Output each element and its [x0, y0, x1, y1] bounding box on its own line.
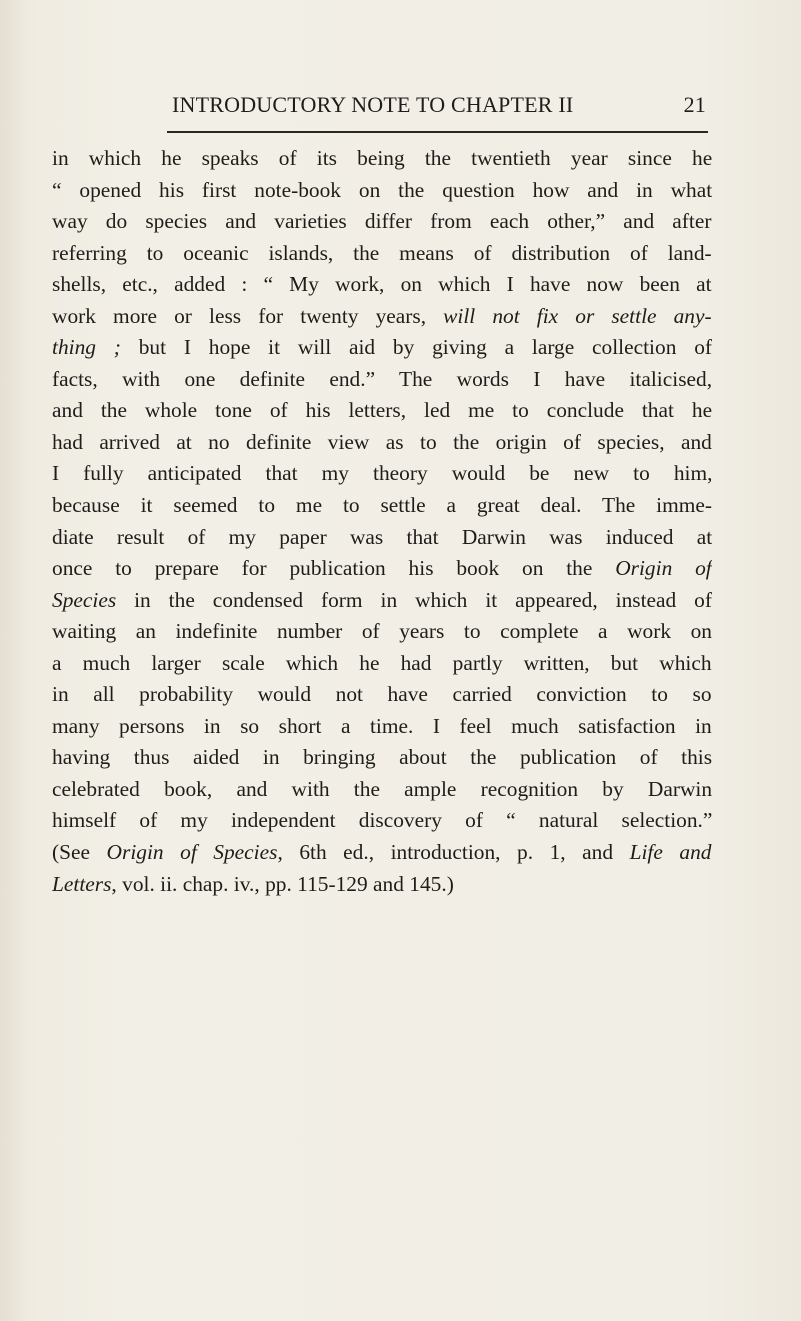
text-run: had arrived at no definite view as to the origin of species, and	[52, 429, 712, 454]
text-line	[52, 522, 712, 554]
page-number: 21	[683, 92, 706, 117]
page-header	[172, 92, 706, 126]
body-paragraph	[52, 143, 712, 900]
text-line	[52, 616, 712, 648]
text-line	[52, 364, 712, 396]
italic-text: Life and	[629, 840, 712, 865]
text-line	[52, 805, 712, 837]
text-run: in the condensed form in which it appeared, instead of	[116, 587, 712, 612]
text-run: a much larger scale which he had partly written, but which	[52, 650, 712, 675]
text-line	[52, 269, 712, 301]
text-line	[52, 490, 712, 522]
text-line	[52, 711, 712, 743]
text-line	[52, 175, 712, 207]
italic-text: will not fix or settle any-	[443, 303, 712, 328]
text-run: because it seemed to me to settle a great deal. The imme-	[52, 493, 712, 518]
text-line	[52, 837, 712, 869]
text-run: himself of my independent discovery of “ natural selection.”	[52, 808, 712, 833]
italic-text: thing ;	[52, 335, 121, 360]
text-line	[52, 774, 712, 806]
italic-text: Letters	[52, 871, 112, 896]
running-title: INTRODUCTORY NOTE TO CHAPTER II	[172, 92, 574, 117]
text-run: waiting an indefinite number of years to complete a work on	[52, 619, 712, 644]
text-run: having thus aided in bringing about the publication of this	[52, 745, 712, 770]
text-run: celebrated book, and with the ample recognition by Darwin	[52, 776, 712, 801]
text-line	[52, 238, 712, 270]
italic-text: Origin of Species	[106, 840, 278, 865]
text-line	[52, 585, 712, 617]
text-run: way do species and varieties differ from each other,” and after	[52, 209, 712, 234]
text-run: “ opened his first note-book on the question how and in what	[52, 177, 712, 202]
text-line	[52, 206, 712, 238]
text-run: diate result of my paper was that Darwin was induced at	[52, 524, 712, 549]
text-run: work more or less for twenty years,	[52, 303, 444, 328]
text-run: in all probability would not have carried conviction to so	[52, 682, 712, 707]
italic-text: Species	[52, 587, 117, 612]
text-run: facts, with one definite end.” The words I have italicised,	[52, 366, 712, 391]
text-run: once to prepare for publication his book on the	[52, 556, 616, 581]
text-run: many persons in so short a time. I feel much satisfaction in	[52, 713, 712, 738]
text-line	[52, 458, 712, 490]
text-run: , vol. ii. chap. iv., pp. 115-129 and 145.)	[111, 871, 454, 896]
text-line	[52, 679, 712, 711]
text-line	[52, 143, 712, 175]
text-line	[52, 553, 712, 585]
text-line	[52, 427, 712, 459]
text-run: shells, etc., added : “ My work, on which I have now been at	[52, 272, 712, 297]
text-run: referring to oceanic islands, the means of distribution of land-	[52, 240, 712, 265]
text-run: , 6th ed., introduction, p. 1, and	[277, 840, 630, 865]
text-run: but I hope it will aid by giving a large collection of	[120, 335, 712, 360]
text-run: I fully anticipated that my theory would be new to him,	[52, 461, 712, 486]
text-line	[52, 648, 712, 680]
text-line	[52, 301, 712, 333]
text-run: in which he speaks of its being the twentieth year since he	[52, 146, 712, 170]
text-line	[52, 395, 712, 427]
text-run: (See	[52, 840, 107, 865]
italic-text: Origin of	[615, 556, 712, 581]
header-rule	[167, 131, 708, 133]
text-line	[52, 332, 712, 364]
text-run: and the whole tone of his letters, led me to conclude that he	[52, 398, 712, 423]
text-line	[52, 742, 712, 774]
text-line	[52, 869, 712, 901]
